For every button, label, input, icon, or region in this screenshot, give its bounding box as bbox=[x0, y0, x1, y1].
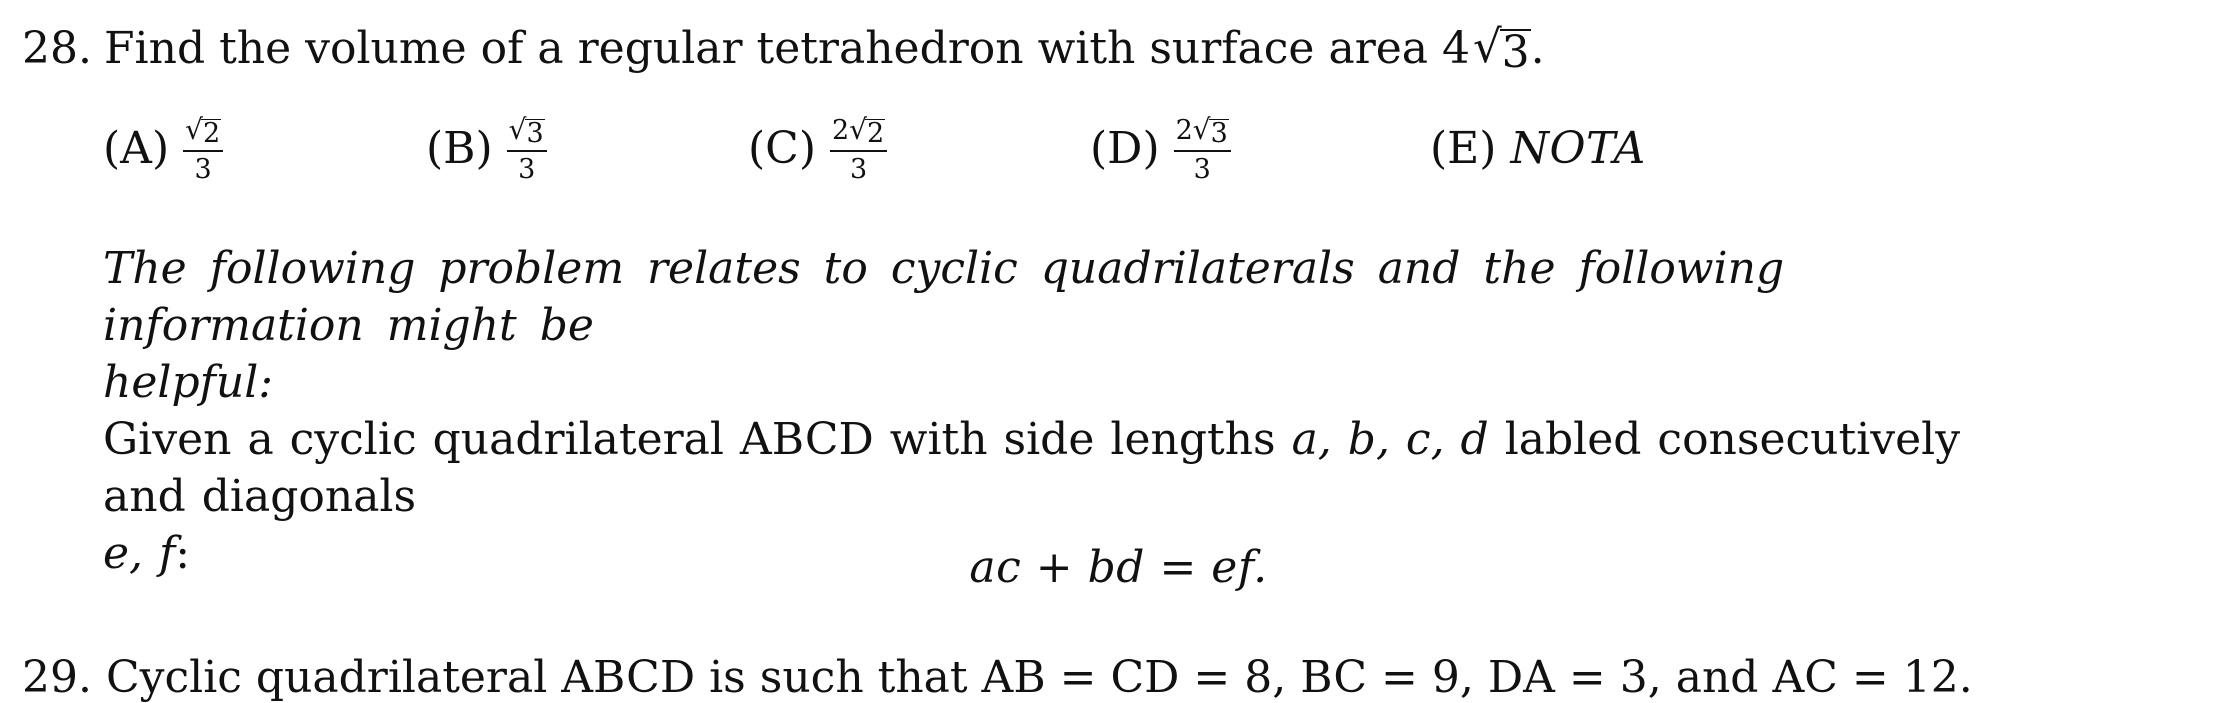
fraction-denominator: 3 bbox=[194, 154, 212, 185]
square-root-symbol: √ bbox=[185, 113, 203, 146]
choice-fraction bbox=[1174, 113, 1231, 185]
fraction-numerator bbox=[507, 113, 547, 152]
numerator-coefficient: 2 bbox=[832, 115, 850, 146]
surface-area-radicand: 3 bbox=[1501, 27, 1530, 78]
choice-fraction bbox=[507, 113, 547, 185]
answer-choice-b bbox=[426, 113, 547, 185]
information-intro-line-2: helpful: bbox=[103, 357, 274, 408]
problem-28 bbox=[22, 20, 1982, 78]
problem-number: 28. bbox=[22, 23, 92, 74]
fraction-denominator: 3 bbox=[1193, 154, 1211, 185]
numerator-square-root bbox=[185, 113, 221, 149]
choice-label: (D) bbox=[1090, 122, 1160, 174]
side-lengths-variables: a, b, c, d bbox=[1291, 414, 1489, 465]
choice-fraction bbox=[183, 113, 223, 185]
square-root-symbol: √ bbox=[1192, 113, 1211, 146]
problem-28-question bbox=[22, 20, 1982, 78]
numerator-coefficient: 2 bbox=[1175, 115, 1193, 146]
nota-answer-text: NOTA bbox=[1510, 122, 1646, 174]
cyclic-quadrilateral-information bbox=[103, 240, 2023, 582]
numerator-square-root bbox=[1192, 113, 1229, 149]
fraction-denominator: 3 bbox=[518, 154, 536, 185]
answer-choice-a bbox=[103, 113, 223, 185]
answer-choice-e bbox=[1430, 118, 1646, 178]
numerator-radicand: 2 bbox=[202, 118, 221, 149]
question-period: . bbox=[1530, 23, 1545, 74]
question-text: Find the volume of a regular tetrahedron with surface area 4 bbox=[104, 23, 1470, 74]
numerator-radicand: 2 bbox=[867, 118, 885, 149]
information-intro-line-1: The following problem relates to cyclic quadrilaterals and the following information might be bbox=[103, 243, 1785, 351]
fraction-numerator bbox=[1174, 113, 1231, 152]
answer-choices bbox=[103, 113, 1723, 185]
choice-label: (B) bbox=[426, 122, 493, 174]
answer-choice-c bbox=[748, 113, 887, 185]
numerator-square-root bbox=[508, 113, 545, 149]
formula-text: ac + bd = ef. bbox=[969, 542, 1268, 593]
choice-label: (E) bbox=[1430, 122, 1497, 174]
fraction-numerator bbox=[183, 113, 223, 152]
choice-label: (A) bbox=[103, 122, 170, 174]
fraction-denominator: 3 bbox=[850, 154, 868, 185]
information-body-colon: : bbox=[175, 528, 191, 579]
information-body-prefix: Given a cyclic quadrilateral ABCD with side lengths bbox=[103, 414, 1292, 465]
answer-choice-d bbox=[1090, 113, 1231, 185]
square-root-symbol: √ bbox=[1472, 20, 1502, 73]
information-intro bbox=[103, 240, 2023, 411]
fraction-numerator bbox=[830, 113, 887, 152]
numerator-radicand: 3 bbox=[526, 118, 544, 149]
numerator-square-root bbox=[849, 113, 885, 149]
surface-area-square-root bbox=[1472, 20, 1531, 78]
square-root-symbol: √ bbox=[508, 113, 527, 146]
choice-fraction bbox=[830, 113, 887, 185]
ptolemy-formula bbox=[0, 542, 2237, 593]
next-problem-cutoff: 29. Cyclic quadrilateral ABCD is such that AB = CD = 8, BC = 9, DA = 3, and AC = 12. bbox=[22, 652, 1973, 703]
information-body-suffix: labled consecutively and diagonals bbox=[103, 414, 1961, 522]
choice-label: (C) bbox=[748, 122, 816, 174]
diagonals-variables: e, f bbox=[103, 528, 176, 579]
square-root-symbol: √ bbox=[849, 113, 868, 146]
numerator-radicand: 3 bbox=[1210, 118, 1228, 149]
